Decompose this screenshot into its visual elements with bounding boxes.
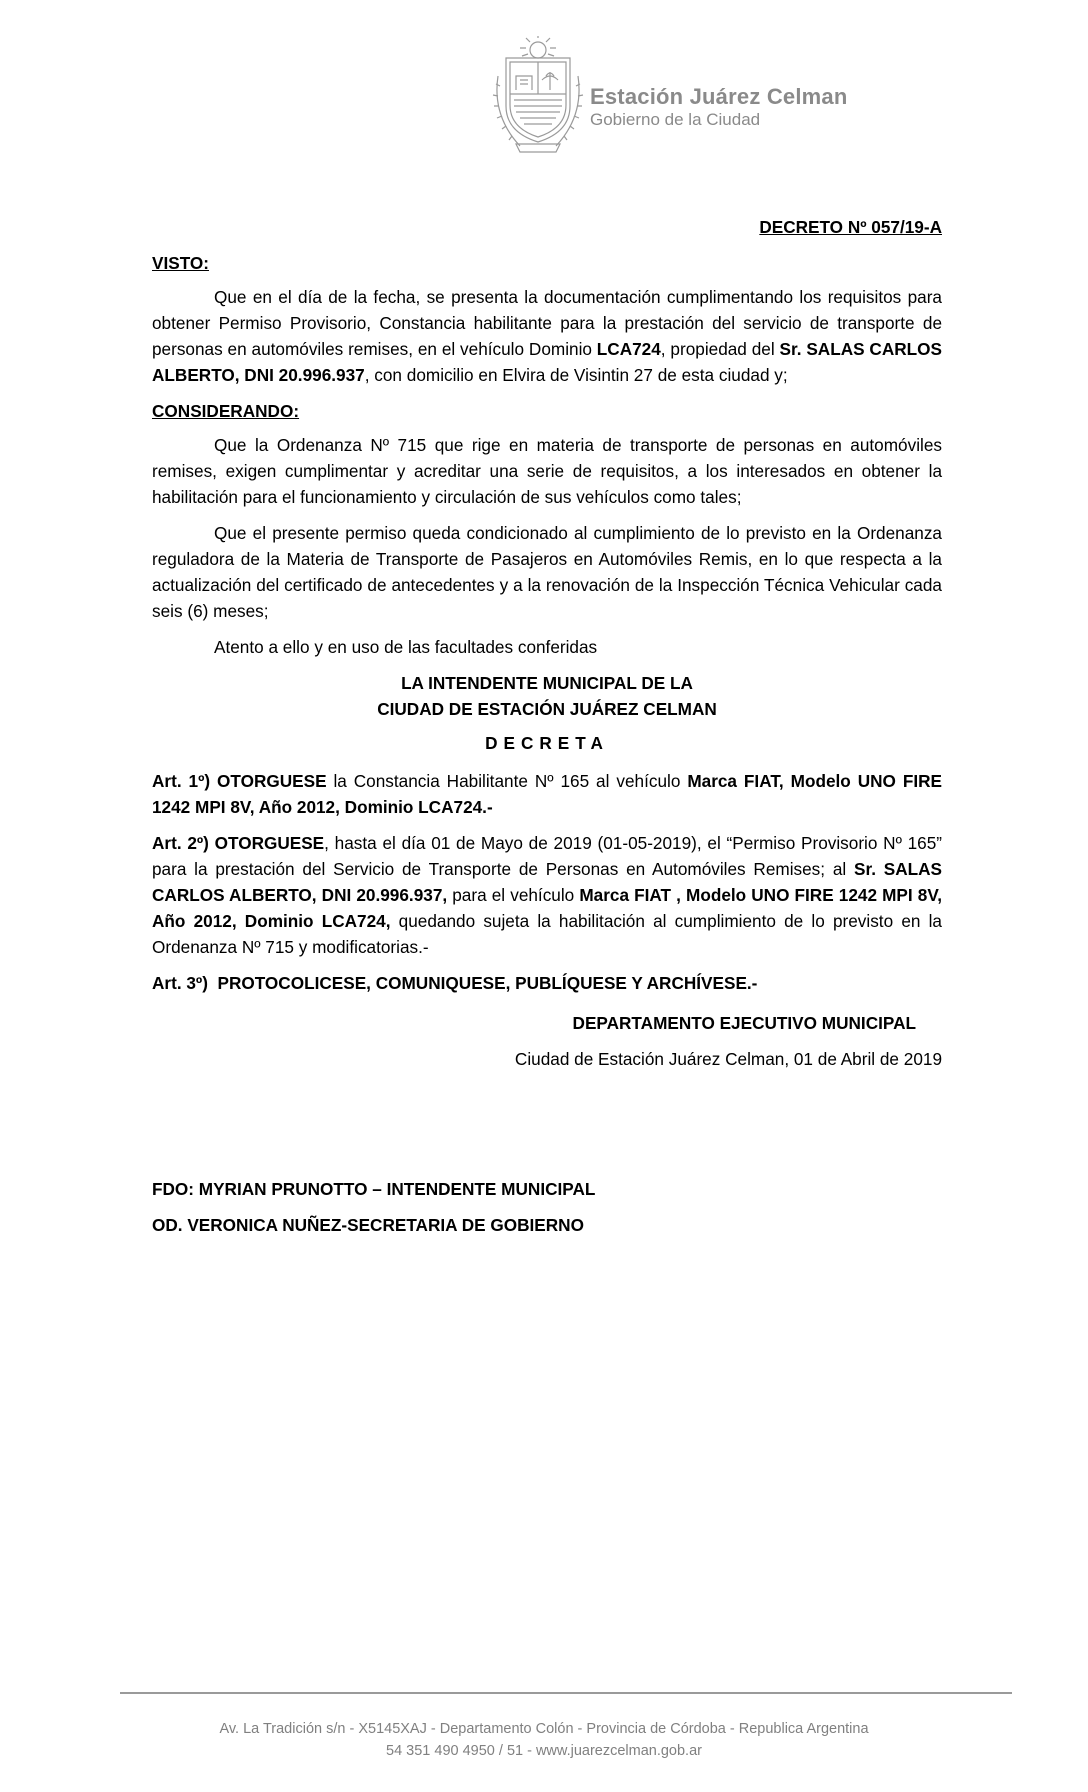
decree-number: DECRETO Nº 057/19-A [759,217,942,237]
signature-line-2: OD. VERONICA NUÑEZ-SECRETARIA DE GOBIERNO [152,1215,584,1235]
article-1-text: la Constancia Habilitante Nº 165 al vehículo [326,771,688,791]
vehicle-domain: LCA724 [596,339,661,359]
footer-divider [120,1692,1012,1694]
article-2-text-2: para el vehículo [447,885,580,905]
article-3 [152,970,942,996]
considerando-heading: CONSIDERANDO: [152,401,300,421]
letterhead [490,36,910,156]
signature-spacer [152,1072,942,1176]
owner-name: Sr. SALAS CARLOS ALBERTO, DNI 20.996.937 [152,339,942,385]
decreta-heading: DECRETA [485,733,609,753]
decree-body [152,214,942,1248]
article-2 [152,830,942,960]
visto-paragraph [152,284,942,388]
considerando-paragraph-2: Que el presente permiso queda condicionado al cumplimiento de lo previsto en la Ordenanza reguladora de la Materia de Transporte de Pasajeros en Automóviles Remis, en lo que respecta a la actualización del certificado de antecedentes y a la renovación de la Inspección Técnica Vehicular cada seis (6) meses; [152,523,942,621]
department-name: DEPARTAMENTO EJECUTIVO MUNICIPAL [572,1013,916,1033]
visto-heading: VISTO: [152,253,209,273]
article-2-owner: Sr. SALAS CARLOS ALBERTO, DNI 20.996.937, [152,859,942,905]
municipality-subtitle: Gobierno de la Ciudad [590,110,761,129]
article-1-label: Art. 1º) OTORGUESE [152,771,327,791]
article-2-vehicle: Marca FIAT , Modelo UNO FIRE 1242 MPI 8V, Año 2012, Dominio LCA724, [152,885,942,931]
article-1-vehicle: Marca FIAT, Modelo UNO FIRE 1242 MPI 8V, Año 2012, Dominio LCA724.- [152,771,942,817]
authority-line-2: CIUDAD DE ESTACIÓN JUÁREZ CELMAN [377,699,717,719]
place-date: Ciudad de Estación Juárez Celman, 01 de Abril de 2019 [514,1049,942,1069]
visto-text-3: , con domicilio en Elvira de Visintin 27 de esta ciudad y; [364,365,788,385]
footer-contact: 54 351 490 4950 / 51 - www.juarezcelman.gob.ar [386,1743,702,1759]
footer [0,1718,1088,1762]
signature-line-1: FDO: MYRIAN PRUNOTTO – INTENDENTE MUNICIPAL [152,1179,596,1199]
authority-line-1: LA INTENDENTE MUNICIPAL DE LA [401,673,693,693]
footer-address: Av. La Tradición s/n - X5145XAJ - Departamento Colón - Provincia de Córdoba - Republica Argentina [219,1721,869,1737]
article-3-label: Art. 3º) [152,973,208,993]
considerando-paragraph-3: Atento a ello y en uso de las facultades conferidas [214,637,598,657]
visto-text-2: , propiedad del [660,339,780,359]
article-2-text-3: quedando sujeta la habilitación al cumplimiento de lo previsto en la Ordenanza Nº 715 y modificatorias.- [152,911,942,957]
visto-text: Que en el día de la fecha, se presenta la documentación cumplimentando los requisitos para obtener Permiso Provisorio, Constancia habilitante para la prestación del servicio de transporte de personas en automóviles remises, en el vehículo Dominio [152,287,942,359]
article-2-text-1: , hasta el día 01 de Mayo de 2019 (01-05-2019), el “Permiso Provisorio Nº 165” para la prestación del Servicio de Transporte de Personas en Automóviles Remises; al [152,833,942,879]
municipality-name: Estación Juárez Celman [590,84,848,109]
municipal-crest-icon [490,36,586,154]
article-3-text: PROTOCOLICESE, COMUNIQUESE, PUBLÍQUESE Y ARCHÍVESE.- [217,973,758,993]
article-2-label: Art. 2º) OTORGUESE [152,833,325,853]
considerando-paragraph-1: Que la Ordenanza Nº 715 que rige en materia de transporte de personas en automóviles remises, exigen cumplimentar y acreditar una serie de requisitos, a los interesados en obtener la habilitación para el funcionamiento y circulación de sus vehículos como tales; [152,435,942,507]
article-1 [152,768,942,820]
